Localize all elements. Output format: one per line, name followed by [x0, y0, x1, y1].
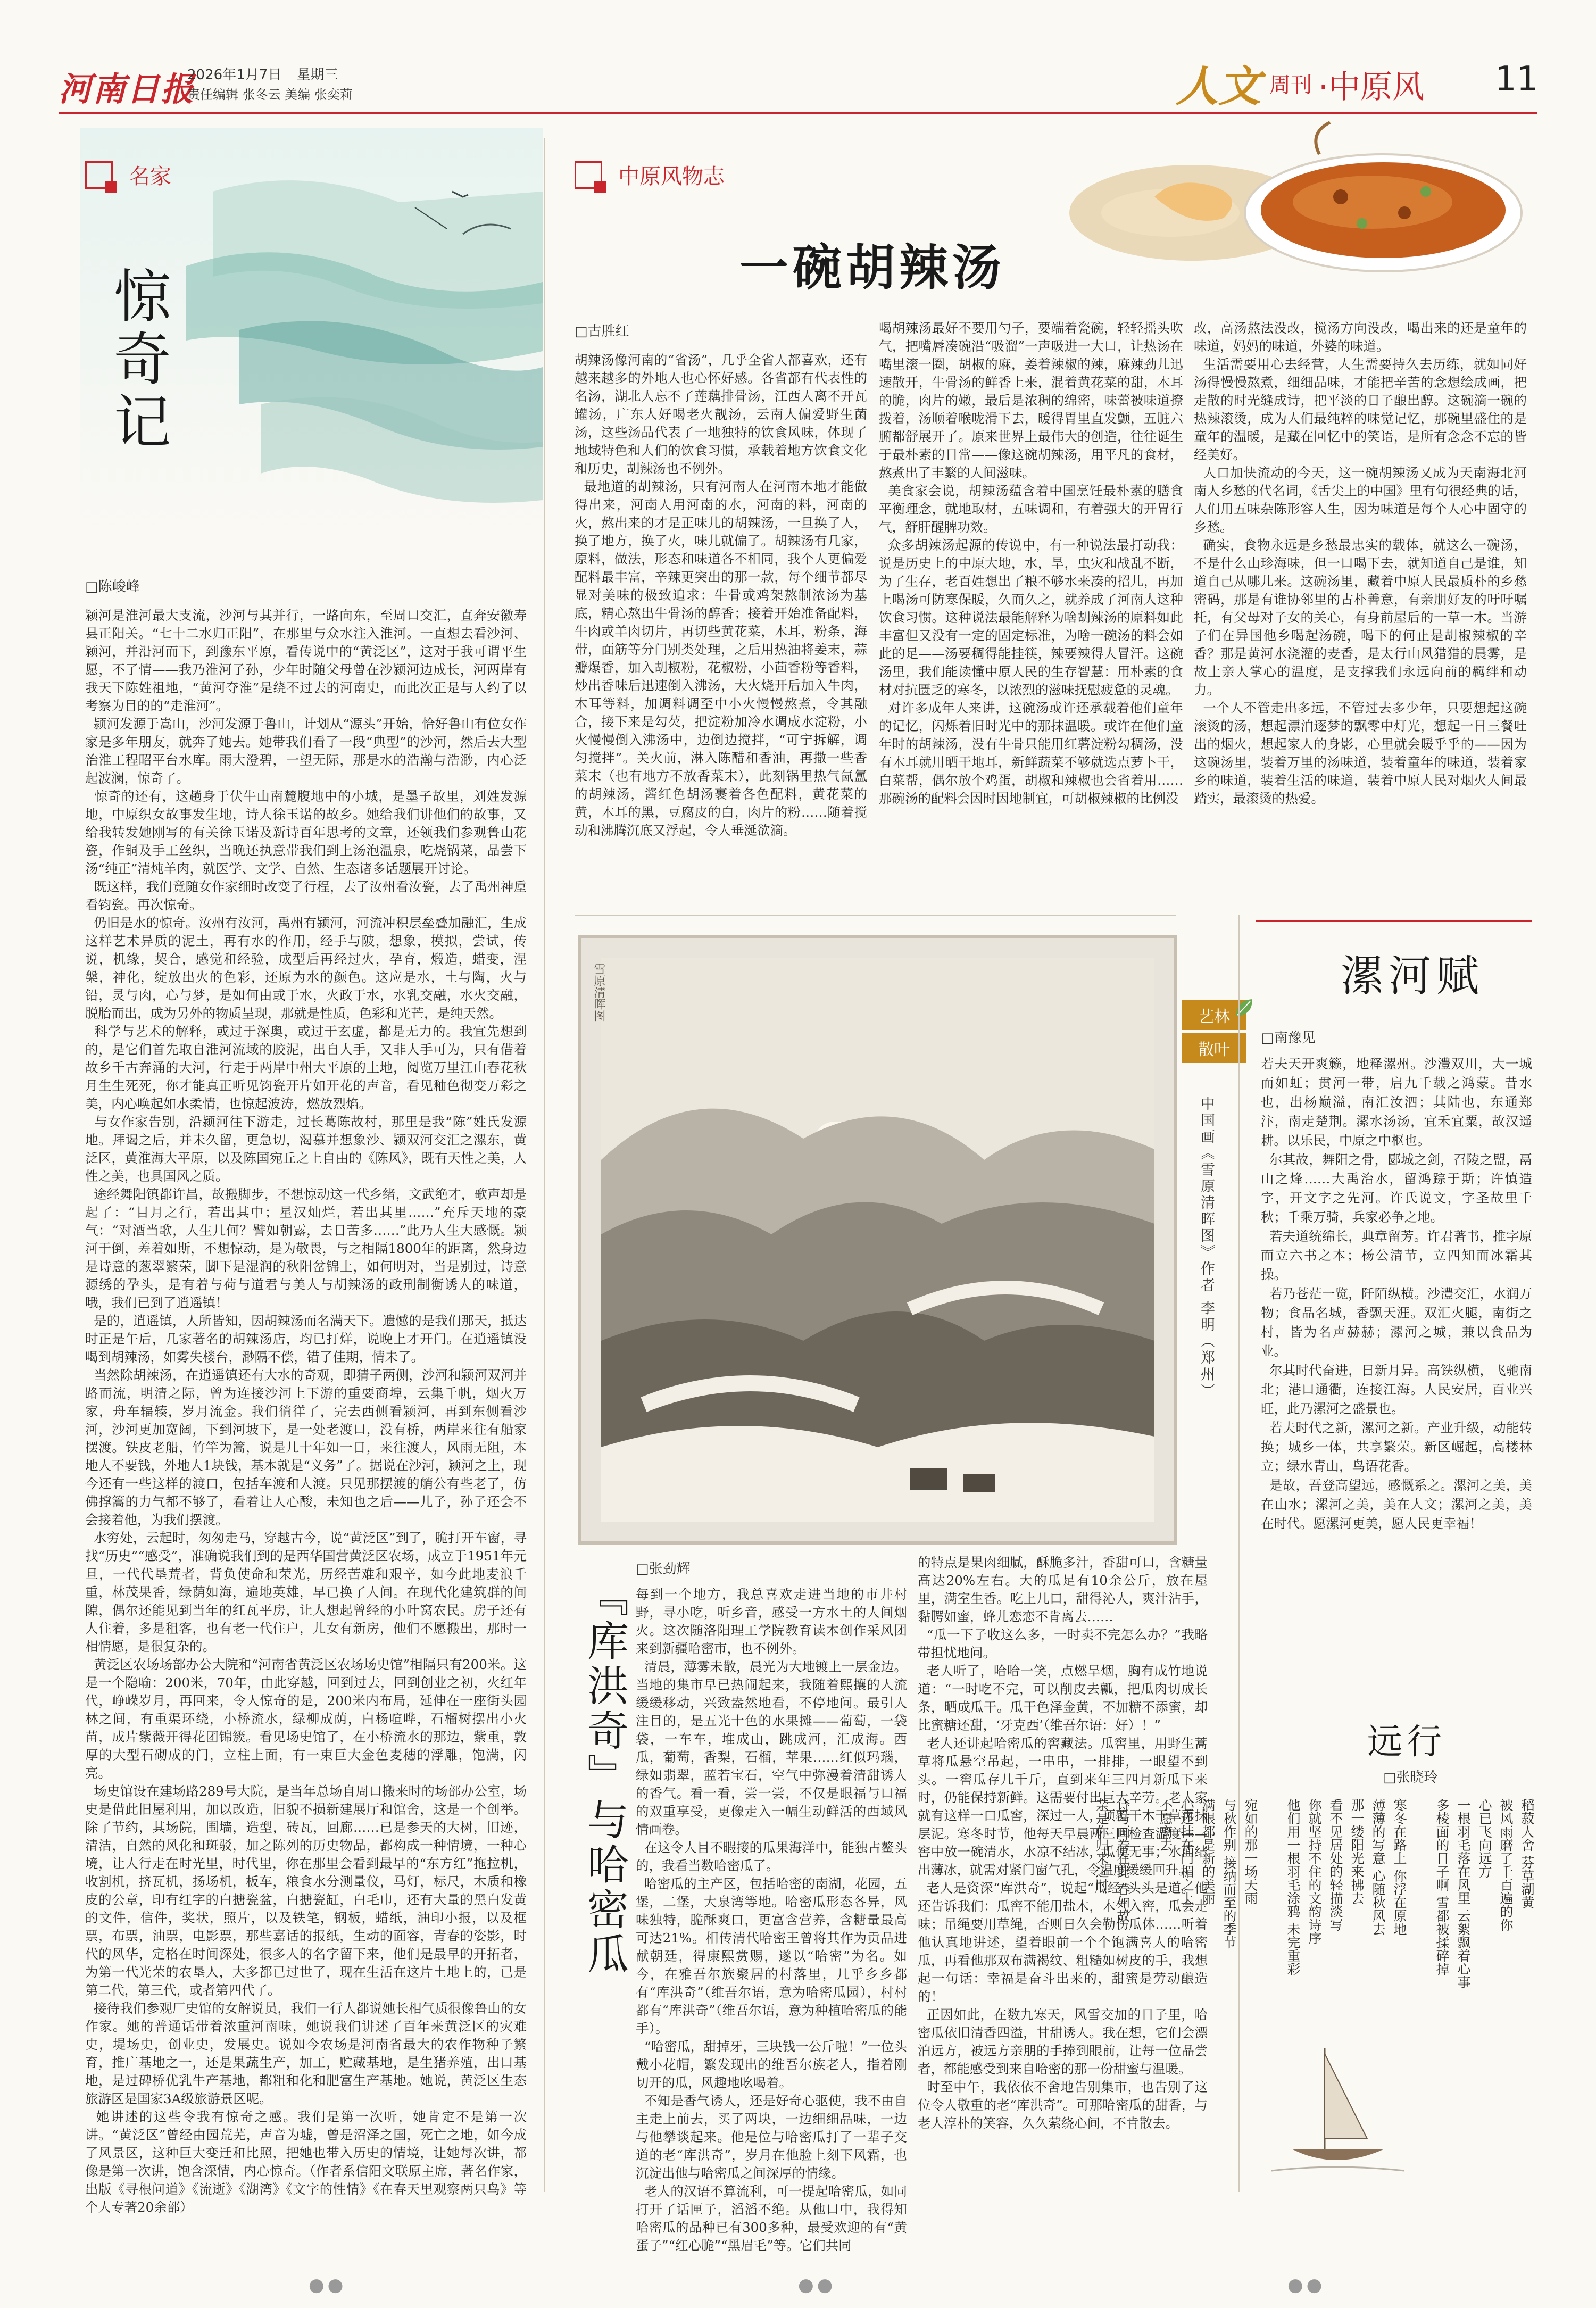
soup-bowl-illustration	[1043, 133, 1543, 293]
leaf-icon	[1231, 995, 1258, 1022]
section-name: ·中原风	[1318, 69, 1425, 106]
weekly-suffix: 周刊	[1269, 73, 1312, 97]
newspaper-logo: 河南日报	[59, 70, 195, 109]
col2-title: 一碗胡辣汤	[739, 239, 1006, 296]
weekly-title: 人文	[1176, 61, 1261, 111]
poem-byline: □张晓玲	[1383, 1770, 1438, 1786]
col2-bottom-rule	[575, 915, 1176, 916]
col2-tag-label: 中原风物志	[618, 164, 725, 189]
snow-landscape-painting	[580, 936, 1176, 1543]
kuhongqi-byline: □张劲辉	[636, 1561, 691, 1577]
masthead-rule	[59, 112, 1537, 114]
tag-box-icon	[85, 161, 113, 189]
weekday: 星期三	[296, 67, 338, 83]
fu-title: 漯河赋	[1341, 951, 1484, 1001]
col1-title: 惊奇记	[104, 266, 170, 454]
col2-body-b: 喝胡辣汤最好不要用勺子，要端着瓷碗，轻轻摇头吹气，把嘴唇凑碗沿“吸溜”一声吸进一大口，让热汤在嘴里滚一圈，胡椒的麻，姜着辣椒的辣，麻辣劲儿迅速散开，牛骨汤的鲜香上来，混着黄花菜的甜，木耳的脆，肉片的嫩，最后是浓稠的绵密，味蕾被味道撩拨着，汤顺着喉咙滑下去，暖得胃里直发颤，五脏六腑都舒展开了。原来世界上最伟大的创造，往往诞生于最朴素的日常——像这碗胡辣汤，用平凡的食材，熬煮出了丰繁的人间滋味。 美食家会说，胡辣汤蕴含着中国烹饪最朴素的膳食平衡理念，就地取材，五味调和，有着强大的开胃行气，舒肝醒脾功效。 众多胡辣汤起源的传说中，有一种说法最打动我：说是历史上的中原大地，水，旱，虫灾和战乱不断，为了生存，老百姓想出了粮不够水来凑的招儿，再加上喝汤可防寒保暖，久而久之，就养成了河南人这种饮食习惯。这种说法最能解释为啥胡辣汤的原料如此丰富但又没有一定的固定标准，为啥一碗汤的料会如此的足——汤要稠得能挂筷，辣要辣得人冒汗。这碗汤里，我们能读懂中原人民的生存智慧：用朴素的食材对抗匮乏的寒冬，以浓烈的滋味抚慰疲惫的灵魂。 对许多成年人来讲，这碗汤或许还承载着他们童年的记忆，闪烁着旧时光中的那抹温暖。或许在他们童年时的胡辣汤，没有牛骨只能用红薯淀粉勾稠汤，没有木耳就用晒干地耳，新鲜蔬菜不够就选点萝卜干，白菜帮，偶尔放个鸡蛋，胡椒和辣椒也会省着用……那碗汤的配料会因时因地制宜，可胡椒辣椒的比例没	[879, 320, 1183, 806]
date: 2026年1月7日	[187, 67, 282, 83]
col2-section-tag	[575, 160, 725, 190]
footer-dots-1: ●●	[309, 2274, 347, 2296]
poem-body: 稻菽人舍 芬草湖黄 被风雨磨了千百遍的你 心已飞向远方 一根羽毛落在风里 云絮飘着心事 多棱面的日子啊 雪都被揉碎掉 寒冬在路上 你浮在原地 薄薄的写意 心随秋风去 那一缕阳光来拂去 看不见居处的轻描淡写 你就坚持不住的文韵诗序 他们用一根羽毛涂鸦 未完重彩 宛如的那一场天雨 与秋作别 接纳而至的季节 满眼都是新的美丽 心还挂在门楣之上 不愿离去 诗与画卷在此 春如故 亲是你归来之时	[1094, 1798, 1535, 1989]
painting-seal: 雪原清晖图	[592, 963, 605, 1022]
page-number: 11	[1495, 60, 1539, 99]
footer-dots-2: ●●	[798, 2274, 836, 2296]
badge-top: 艺林	[1182, 1000, 1246, 1030]
kuhongqi-body-b: 的特点是果肉细腻，酥脆多汁，香甜可口，含糖量高达20%左右。大的瓜足有10余公斤，放在屋里，满室生香。吃上几口，甜得沁人，爽汁沾手，黏腭如蜜，蜂儿恋恋不肯离去…… “瓜一下子收这么多，一时卖不完怎么办？”我略带担忧地问。 老人听了，哈哈一笑，点燃旱烟，胸有成竹地说道：“一时吃不完，可以削皮去瓤，把瓜肉切成长条，晒成瓜干。瓜干色泽金黄，不加糖不添蜜，却比蜜糖还甜，‘牙克西’（维吾尔语：好）！” 老人还讲起哈密瓜的窖藏法。瓜窖里，用野生蒿草将瓜悬空吊起，一串串，一排排，一眼望不到头。一窖瓜存几千斤，直到来年三四月新瓜下来时，仍能保持新鲜。这需要付出巨大辛劳。老人家就有这样一口瓜窖，深过一人，顶覆干木干草再抹层泥。寒冬时节，他每天早晨两三回检查温度——窖中放一碗清水，水凉不结冰，瓜便无事；水面结出薄冰，就需对紧门窗气孔，令温度缓缓回升。 老人是资深“库洪奇”，说起“瓜经”头头是道。他还告诉我们：瓜窖不能用盐木，木气入窖，瓜会走味；吊绳要用草绳，否则日久会勒伤瓜体……听着他认真地讲述，望着眼前一个个饱满喜人的哈密瓜，再看他那双布满褐纹、粗糙如树皮的手，我想起一句话：幸福是奋斗出来的，甜蜜是劳动酿造的！ 正因如此，在数九寒天，风雪交加的日子里，哈密瓜依旧清香四溢，甘甜诱人。我在想，它们会漂泊远方，被远方亲朋的手捧到眼前，让每一位品尝者，都能感受到来自哈密的那一份甜蜜与温暖。 时至中午，我依依不舍地告别集市，也告别了这位令人敬重的老“库洪奇”。可那哈密瓜的甜香，与老人淳朴的笑容，久久萦绕心间，不肯散去。	[918, 1555, 1208, 2131]
col1-tag-label: 名家	[129, 164, 171, 189]
col-divider-2	[1238, 915, 1240, 2192]
footer-dots-3: ●●	[1287, 2274, 1326, 2296]
col1-body: 颍河是淮河最大支流，沙河与其并行，一路向东，至周口交汇，直奔安徽寿县正阳关。“七十二水归正阳”，在那里与众水注入淮河。一直想去看沙河、颍河，并沿河而下，到豫东平原，看传说中的“黄泛区”，这对于我可谓平生愿，不了情——我乃淮河子孙，少年时随父母曾在沙颍河边成长，河两岸有我天下陈姓祖地，“黄河夺淮”是绕不过去的河南史，而此次正是与人约了以考察为目的的“走淮河”。 颍河发源于嵩山，沙河发源于鲁山，计划从“源头”开始，恰好鲁山有位女作家是多年朋友，就奔了她去。她带我们看了一段“典型”的沙河，然后去大型治淮工程昭平台水库。雨大澄碧，一望无际，那是水的浩瀚与浩渺，内心泛起波澜，惊奇了。 惊奇的还有，这趟身于伏牛山南麓腹地中的小城，是墨子故里，刘姓发源地，中原织女故事发生地，诗人徐玉诺的故乡。她给我们讲他们的故事，又给我转发她刚写的有关徐玉诺及新诗百年思考的文章，还领我们参观鲁山花瓷，作铜及手工丝织，当晚还执意带我们到上汤泡温泉，吃烧锅菜，品尝下汤“纯正”清炖羊肉，就医学、文学、自然、生态诸多话题展开讨论。 既这样，我们竟随女作家细时改变了行程，去了汝州看汝瓷，去了禹州神垕看钧瓷。再次惊奇。 仍旧是水的惊奇。汝州有汝河，禹州有颍河，河流冲积层垒叠加融汇，生成这样艺术异质的泥土，再有水的作用，经手与陂，想象，模拟，尝试，传说，机缘，契合，感觉和经验，成型后再经过火，孕育，煅造，蜡变，涅槃，神化，绽放出火的色彩，还原为水的颜色。这应是水，土与陶，火与铅，灵与肉，心与梦，是如何由或于水，火政于水，水乳交融，水火交融，脱胎而出，成为另外的物质呈现，那就是性质，色彩和光芒，是纯天然。 科学与艺术的解释，或过于深奥，或过于玄虚，都是无力的。我宜先想到的，是它们首先取自淮河流域的胶泥，出自人手，又非人手可为，只有借着故乡千古奔涌的大河，行走于两岸中州大平原的土地，阅览万里江山春花秋月生生死死，你才能真正听见钧瓷开片如开花的声音，看见釉色彻变万彩之美，内心唤起如水柔情，也惊起波涛，燃放烈焰。 与女作家告别，沿颍河往下游走，过长葛陈故村，那里是我“陈”姓氏发源地。拜谒之后，并未久留，更急切，渴慕并想象沙、颍双河交汇之漯东，黄泛区，黄淮海大平原，以及陈国宛丘之上自由的《陈风》，既有天性之美，人性之美，也具国风之质。 途经舞阳镇都许昌，故搬脚步，不想惊动这一代乡绪，文武绝才，歌声却是起了：“目月之行，若出其中；星汉灿烂，若出其里……”充斥天地的豪气：“对酒当歌，人生几何？譬如朝露，去日苦多……”此乃人生大感慨。颍河于倒，差着如斯，不想惊动，是为敬畏，与之相隔1800年的距离，然身边是诗意的葱翠繁荣，脚下是湿润的秋阳岔锦土，如何明对，当是别过，诗意源绣的孕头，是有着与荷与道君与美人与胡辣汤的政刑制衡诱人的味道，哦，我们已到了逍遥镇！ 是的，逍遥镇，人所皆知，因胡辣汤而名满天下。遗憾的是我们那天，抵达时正是午后，几家著名的胡辣汤店，均已打烊，说晚上才开门。在逍遥镇没喝到胡辣汤，如雾失楼台，渺隔不偿，错了佳期，情未了。 当然除胡辣汤，在逍遥镇还有大水的奇观，即猜子两侧，沙河和颍河双河并路而流，明清之际，曾为连接沙河上下游的重要商埠，云集千帆，烟火万家，舟车辐辏，岁月流金。我们徜徉了，完去西侧看颍河，再到东侧看沙河，沙河更加宽阔，下到河坡下，是一处老渡口，没有桥，两岸来往有船家摆渡。铁皮老船，竹竿为篙，说是几十年如一日，来往渡人，风雨无阻，本地人不要钱，外地人1块钱，基本就是“义务”了。据说在沙河，颍河之上，现今还有一些这样的渡口，包括车渡和人渡。只见那摆渡的艄公有些老了，仿佛撑篙的力气都不够了，看着让人心酸，未知也之后——儿子，孙子还会不会接着他，为我们摆渡。 水穷处，云起时，匆匆走马，穿越古今，说“黄泛区”到了，脆打开车窗，寻找“历史”“感受”，准确说我们到的是西华国营黄泛区农场，成立于1951年元旦，一代代垦荒者，背负使命和荣光，历经苦难和艰辛，如今此地麦浪千重，林茂果香，绿荫如海，遍地英雄，早已换了人间。在现代化建筑群的间隙，偶尔还能见到当年的红瓦平房，让人想起曾经的小叶窝农民。房子还有人住着，多是租客，也有老一代住户，儿女有新房，他们不愿搬出，那时一相情愿，是很复杂的。 黄泛区农场场部办公大院和“河南省黄泛区农场场史馆”相隔只有200米。这是一个隐喻：200米，70年，由此穿越，回到过去，回到创业之初，火红年代，峥嵘岁月，再回来，令人惊奇的是，200米内布局，延伸在一座街头园林之间，有重渠环绕，小桥流水，绿柳成荫，白杨喧哗，石榴树摆出小火苗，成片紫薇开得花团锦簇。看见场史馆了，在小桥流水的那边，紫重，敦厚的大型石砌成的门，立柱上面，有一束巨大金色麦穗的浮雕，饱满，闪亮。 场史馆设在建场路289号大院，是当年总场自周口搬来时的场部办公室，场史是借此旧屋利用，加以改造，旧貌不损新建展厅和馆舍，这是一个创举。除了节约，其场院，围墙，造型，砖瓦，回廊……已是参天的大树，旧迹，清洁，自然的风化和斑驳，加之陈列的历史物品，都构成一种情境，一种心境，让人行走在时光里，时代里，你在那里会看到最早的“东方红”拖拉机，收割机，挤瓦机，扬场机，板车，粮食水分测量仪，马灯，标尺，木质和橡皮的公章，印有红字的白搪瓷盆，白搪瓷缸，白毛巾，还有大量的黑白发黄的文件，信件，奖状，照片，以及铁笔，钢板，蜡纸，油印小报，以及框票，布票，油票，电影票，那些嘉话的报纸，生动的面容，青春的姿影，时代的风华，定格在时间深处，很多人的名字留下来，他们是最早的开拓者，为第一代光荣的农垦人，大多都已过世了，现在生活在这片土地上的，已是第二代，第三代，或者第四代了。 接待我们参观厂史馆的女解说员，我们一行人都说她长相气质很像鲁山的女作家。她的普通话带着浓重河南味，她说我们讲述了百年来黄泛区的灾难史，堤场史，创业史，发展史。说如今农场是河南省最大的农作物种子繁育，推广基地之一，还是果蔬生产，加工，贮藏基地，是生猪养殖，出口基地，是过碑桥优乳牛产基地，都粗和化和肥富生产基地。她说，黄泛区生态旅游区是国家3A级旅游景区呢。 她讲述的这些令我有惊奇之感。我们是第一次听，她肯定不是第一次讲。“黄泛区”曾经由园荒芜，声音为墟，曾是沼泽之国，死亡之地，如今成了风景区，这种巨大变迁和比照，把她也带入历史的情境，让她每次讲，都像是第一次讲，饱含深情，内心惊奇。（作者系信阳文联原主席，著名作家，出版《寻根问道》《流逝》《湖湾》《文字的性情》《在春天里观察两只鸟》等个人专著20余部）	[85, 608, 527, 2215]
masthead	[0, 0, 1596, 138]
painting-caption: 中国画《雪原清晖图》作者 李明（郑州）	[1198, 1096, 1215, 1400]
editors: 责任编辑 张冬云 美编 张奕莉	[187, 87, 353, 102]
art-badge	[1182, 1000, 1246, 1075]
col2-body-c: 改，高汤熬法没改，搅汤方向没改，喝出来的还是童年的味道，妈妈的味道，外婆的味道。 生活需要用心去经营，人生需要持久去历练，就如同好汤得慢慢熬煮，细细品味，才能把辛苦的念想绘成画，把走散的时光缝成诗，把平淡的日子酿出醇。这碗滴一碗的热辣滚烫，成为人们最纯粹的味觉记忆，那碗里盛住的是童年的温暖，是藏在回忆中的笑语，是所有念念不忘的皆经美好。 人口加快流动的今天，这一碗胡辣汤又成为天南海北河南人乡愁的代名词，《舌尖上的中国》里有句很经典的话，人们用五味杂陈形容人生，因为味道是每个人心中固守的乡愁。 确实，食物永远是乡愁最忠实的载体，就这么一碗汤，不是什么山珍海味，但一口喝下去，就知道自己是谁，知道自己从哪儿来。这碗汤里，藏着中原人民最质朴的乡愁密码，那是有谁协邻里的古朴善意，有亲朋好友的吁吁嘱托，有父母对子女的关心，有身前屋后的一草一木。当游子们在异国他乡喝起汤碗，喝下的何止是胡椒辣椒的辛香？那是黄河水浇灌的麦香，是太行山风猎猎的晨雾，是故土亲人掌心的温度，是支撑我们永远向前的羁绊和动力。 一个人不管走出多远，不管过去多少年，只要想起这碗滚烫的汤，想起漂泊逐梦的飘零中灯光，想起一日三餐吐出的烟火，想起家人的身影，心里就会暖乎乎的——因为这碗汤里，装着万里的汤味道，装着童年的味道，装着家乡的味道，装着生活的味道，装着中原人民对烟火人间最踏实，最滚烫的热爱。	[1194, 320, 1527, 806]
col2-body-a: 胡辣汤像河南的“省汤”，几乎全省人都喜欢，还有越来越多的外地人也心怀好感。各省都有代表性的名汤，湖北人忘不了莲藕排骨汤，江西人离不开瓦罐汤，广东人好喝老火靓汤，云南人偏爱野生菌汤，这些汤品代表了一地独特的饮食风味，体现了地域特色和人们的饮食习惯，承载着地方饮食文化和历史，胡辣汤也不例外。 最地道的胡辣汤，只有河南人在河南本地才能做得出来，河南人用河南的水，河南的料，河南的火，熬出来的才是正味儿的胡辣汤，一旦换了人，换了地方，换了火，味儿就偏了。胡辣汤有几家，原料，做法，形态和味道各不相同，我个人更偏爱配料最丰富，辛辣更突出的那一款，每个细节都尽显对美味的极致追求：牛骨或鸡架熬制浓汤为基底，精心熬出牛骨汤的醇香；接着开始准备配料，牛肉或羊肉切片，再切些黄花菜，木耳，粉条，海带，面筋等分门别类处理，之后用热油将姜末，蒜瓣爆香，加入胡椒粉，花椒粉，小茴香粉等香料，炒出香味后迅速倒入沸汤，大火烧开后加入牛肉，木耳等料，加调料调至中小火慢慢熬煮，令其融合，接下来是勾芡，把淀粉加冷水调成水淀粉，小火慢慢倒入沸汤中，边倒边搅拌，“可宁拆解，调匀搅拌”。关火前，淋入陈醋和香油，再撒一些香菜末（也有地方不放香菜末），此刻锅里热气氤氲的胡辣汤，酱红色胡汤裹着各色配料，黄花菜的黄，木耳的黑，豆腐皮的白，肉片的粉……随着搅动和沸腾沉底又浮起，令人垂涎欲滴。	[575, 352, 867, 838]
poem-title: 远行	[1367, 1721, 1446, 1762]
col1-byline: □陈峻峰	[85, 579, 140, 595]
fu-byline: □南豫见	[1261, 1030, 1316, 1046]
kuhongqi-title: 『库洪奇』与哈密瓜	[580, 1575, 628, 1977]
issue-date	[187, 64, 338, 84]
col1-section-tag	[85, 160, 171, 190]
soup-bowl-svg	[1043, 133, 1543, 293]
badge-bottom: 散叶	[1182, 1033, 1246, 1063]
col2-byline: □古胜红	[575, 323, 629, 339]
col-divider-1	[544, 138, 545, 2192]
fu-body: 若夫天开爽籁，地释漯州。沙澧双川，大一城而如虹；贯河一带，启九千载之鸿蒙。昔水也，出杨巅溢，南汇汝泗；其陆也，东通郑汴，南走楚荆。漯水汤汤，宜禾宜粟，故汉遥耕。以乐民，中原之中枢也。 尔其故，舞阳之骨，郾城之剑，召陵之盟，鬲山之烽……大禹治水，留鸿踪于斯；许慎造字，开文字之先河。许氏说文，字圣故里千秋；千乘万骑，兵家必争之地。 若夫道统绵长，典章留芳。许君著书，推字原而立六书之本；杨公清节，立四知而冰霜其操。 若乃苍茫一览，阡陌纵横。沙澧交汇，水润万物；食品名城，香飘天涯。双汇火腿，南街之村，皆为名声赫赫；漯河之城，兼以食品为业。 尔其时代奋进，日新月异。高铁纵横，飞驰南北；港口通衢，连接江海。人民安居，百业兴旺，此乃漯河之盛景也。 若夫时代之新，漯河之新。产业升级，动能转换；城乡一体，共享繁荣。新区崛起，高楼林立；绿水青山，鸟语花香。 是故，吾登高望远，感慨系之。漯河之美，美在山水；漯河之美，美在人文；漯河之美，美在时代。愿漯河更美，愿人民更幸福！	[1261, 1056, 1532, 1531]
tag-box-icon	[575, 161, 602, 189]
painting-svg	[580, 936, 1176, 1543]
kuhongqi-body-a: 每到一个地方，我总喜欢走进当地的市井村野，寻小吃，听乡音，感受一方水土的人间烟火。这次随洛阳理工学院教育读本创作采风团来到新疆哈密市，也不例外。 清晨，薄雾未散，晨光为大地镀上一层金边。当地的集市早已热闹起来，我随着熙攘的人流缓缓移动，兴致盎然地看，不停地问。最引人注目的，是五光十色的水果摊——葡萄，一袋袋，一车车，堆成山，跳成河，汇成海。西瓜，葡萄，香梨，石榴，苹果……红似玛瑙，绿如翡翠，蓝若宝石，空气中弥漫着清甜诱人的香气。看一看，尝一尝，不仅是眼福与口福的双重享受，更像走入一幅生动鲜活的西域风情画卷。 在这令人目不暇接的瓜果海洋中，能独占鳌头的，我看当数哈密瓜了。 哈密瓜的主产区，包括哈密的南湖，花园，五堡，二堡，大泉湾等地。哈密瓜形态各异，风味独特，脆酥爽口，更富含营养，含糖量最高可达21%。相传清代哈密王曾将其作为贡品进献朝廷，得康熙赏赐，遂以“哈密”为名。如今，在雅吾尔族聚居的村落里，几乎乡乡都有“库洪奇”（维吾尔语，意为哈密瓜园），村村都有“库洪奇”（维吾尔语，意为种植哈密瓜的能手）。 “哈密瓜，甜掉牙，三块钱一公斤啦！”一位头戴小花帽，繁发现出的维吾尔族老人，指着刚切开的瓜，风趣地吆喝着。 不知是香气诱人，还是好奇心驱使，我不由自主走上前去，买了两块，一边细细品味，一边与他攀谈起来。他是位与哈密瓜打了一辈子交道的老“库洪奇”，岁月在他脸上刻下风霜，也沉淀出他与哈密瓜之间深厚的情缘。 老人的汉语不算流利，可一提起哈密瓜，如同打开了话匣子，滔滔不绝。从他口中，我得知哈密瓜的品种已有300多种，最受欢迎的有“黄蛋子”“红心脆”“黑眉毛”等。它们共同	[636, 1587, 907, 2253]
